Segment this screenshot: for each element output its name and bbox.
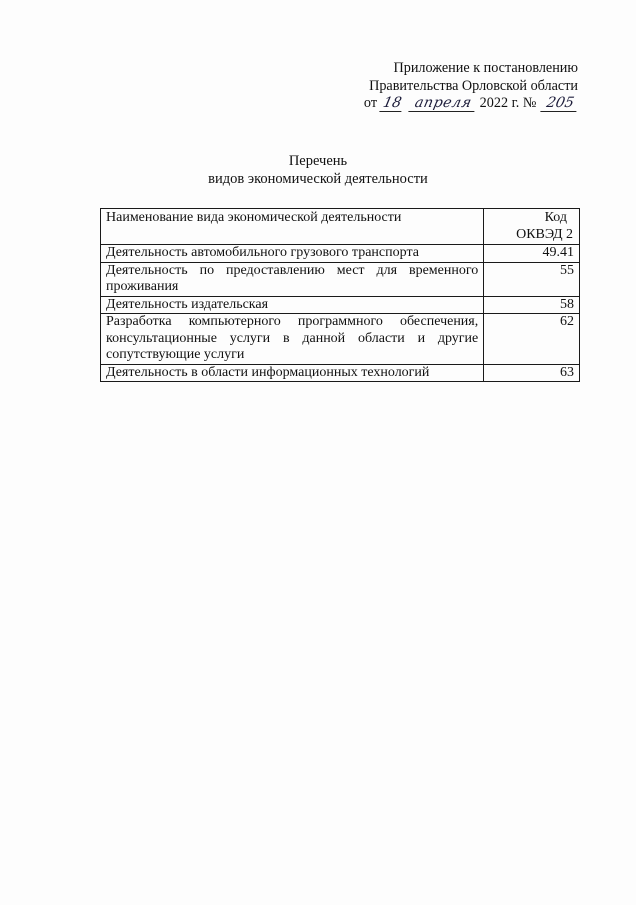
- document-title: [0, 152, 636, 188]
- activity-code: 49.41: [484, 245, 580, 263]
- activity-name: Деятельность автомобильного грузового транспорта: [101, 245, 484, 263]
- handwritten-number: 205: [540, 96, 579, 112]
- title-line-2: видов экономической деятельности: [208, 171, 428, 187]
- activity-code: 63: [484, 364, 580, 382]
- activity-name: Деятельность по предоставлению мест для временного проживания: [101, 262, 484, 296]
- decree-prefix: от: [363, 95, 378, 111]
- title-line-1: Перечень: [288, 153, 348, 169]
- handwritten-month: апреля: [408, 96, 477, 112]
- decree-reference: [318, 95, 578, 113]
- column-header-code-line-1: Код: [544, 210, 567, 225]
- table-row: [101, 262, 580, 296]
- appendix-line-1: Приложение к постановлению: [393, 60, 578, 76]
- decree-year: 2022 г. №: [479, 95, 537, 111]
- activity-name: Деятельность в области информационных технологий: [101, 364, 484, 382]
- appendix-line-2: Правительства Орловской области: [369, 77, 578, 94]
- column-header-code-line-2: ОКВЭД 2: [516, 226, 573, 242]
- activity-name: Разработка компьютерного программного обеспечения, консультационные услуги в данной области и другие сопутствующие услуги: [101, 314, 484, 365]
- table-row: [101, 364, 580, 382]
- table-header-row: [101, 209, 580, 245]
- table-row: [101, 314, 580, 365]
- activity-code: 55: [484, 262, 580, 296]
- table-row: [101, 296, 580, 314]
- activity-code: 58: [484, 296, 580, 314]
- activity-code: 62: [484, 314, 580, 365]
- column-header-code: [484, 209, 580, 245]
- activities-table: [100, 208, 580, 382]
- handwritten-day: 18: [379, 96, 404, 112]
- appendix-header: [318, 60, 578, 113]
- column-header-name: Наименование вида экономической деятельности: [101, 209, 484, 245]
- table-row: [101, 245, 580, 263]
- activity-name: Деятельность издательская: [101, 296, 484, 314]
